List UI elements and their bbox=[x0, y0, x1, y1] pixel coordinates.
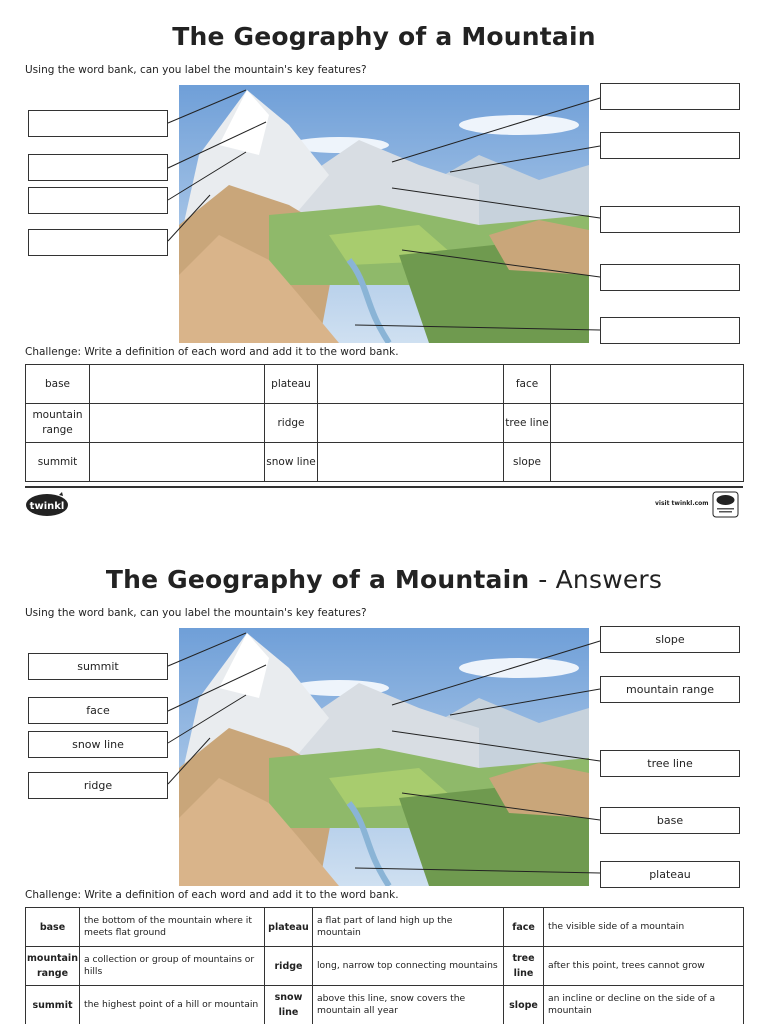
term-cell: summit bbox=[26, 986, 80, 1024]
term-cell: face bbox=[504, 908, 544, 947]
term-cell: snow line bbox=[265, 986, 313, 1024]
definition-cell: a collection or group of mountains or hills bbox=[80, 947, 265, 986]
answers-page bbox=[0, 543, 768, 1024]
term-cell: face bbox=[504, 365, 551, 404]
table-row bbox=[26, 908, 744, 947]
definition-cell[interactable] bbox=[551, 365, 744, 404]
definition-cell: an incline or decline on the side of a mountain bbox=[544, 986, 744, 1024]
label-plateau: plateau bbox=[600, 861, 740, 888]
mountain-illustration bbox=[179, 85, 589, 343]
definition-cell: long, narrow top connecting mountains bbox=[313, 947, 504, 986]
label-box[interactable] bbox=[600, 83, 740, 110]
mountain-scene bbox=[179, 628, 589, 886]
instruction-text: Using the word bank, can you label the mountain's key features? bbox=[25, 64, 367, 76]
term-cell: snow line bbox=[265, 443, 318, 482]
answers-title-main: The Geography of a Mountain bbox=[105, 565, 530, 594]
table-row bbox=[26, 443, 744, 482]
term-cell: ridge bbox=[265, 947, 313, 986]
label-box[interactable] bbox=[600, 206, 740, 233]
term-cell: plateau bbox=[265, 365, 318, 404]
term-cell: plateau bbox=[265, 908, 313, 947]
definition-cell: above this line, snow covers the mountain all year bbox=[313, 986, 504, 1024]
visit-link[interactable]: visit twinkl.com bbox=[655, 500, 709, 507]
label-box[interactable] bbox=[28, 154, 168, 181]
definition-cell: the bottom of the mountain where it meets flat ground bbox=[80, 908, 265, 947]
challenge-text: Challenge: Write a definition of each word and add it to the word bank. bbox=[25, 346, 399, 358]
label-ridge: ridge bbox=[28, 772, 168, 799]
table-row bbox=[26, 947, 744, 986]
term-cell: slope bbox=[504, 986, 544, 1024]
page-title: The Geography of a Mountain bbox=[172, 22, 596, 51]
label-box[interactable] bbox=[600, 264, 740, 291]
label-summit: summit bbox=[28, 653, 168, 680]
answers-title-suffix: - Answers bbox=[538, 565, 663, 594]
quality-badge-icon bbox=[712, 491, 739, 518]
definition-cell: the highest point of a hill or mountain bbox=[80, 986, 265, 1024]
definition-cell[interactable] bbox=[90, 443, 265, 482]
label-box[interactable] bbox=[28, 110, 168, 137]
term-cell: tree line bbox=[504, 947, 544, 986]
definition-cell: the visible side of a mountain bbox=[544, 908, 744, 947]
instruction-text: Using the word bank, can you label the mountain's key features? bbox=[25, 607, 367, 619]
label-snow-line: snow line bbox=[28, 731, 168, 758]
term-cell: mountain range bbox=[26, 947, 80, 986]
word-bank-table bbox=[25, 364, 744, 482]
label-box[interactable] bbox=[28, 229, 168, 256]
definition-cell[interactable] bbox=[90, 365, 265, 404]
label-tree-line: tree line bbox=[600, 750, 740, 777]
term-cell: base bbox=[26, 365, 90, 404]
definition-cell: a flat part of land high up the mountain bbox=[313, 908, 504, 947]
label-box[interactable] bbox=[600, 132, 740, 159]
answers-title bbox=[0, 565, 768, 594]
term-cell: base bbox=[26, 908, 80, 947]
table-row bbox=[26, 986, 744, 1024]
definition-cell: after this point, trees cannot grow bbox=[544, 947, 744, 986]
logo-text: twinkl bbox=[29, 501, 65, 512]
label-mountain-range: mountain range bbox=[600, 676, 740, 703]
mountain-scene bbox=[179, 85, 589, 343]
term-cell: summit bbox=[26, 443, 90, 482]
table-row bbox=[26, 404, 744, 443]
definition-cell[interactable] bbox=[551, 443, 744, 482]
definition-cell[interactable] bbox=[318, 404, 504, 443]
twinkl-logo-icon bbox=[25, 492, 69, 518]
definition-cell[interactable] bbox=[318, 443, 504, 482]
definition-cell[interactable] bbox=[318, 365, 504, 404]
label-base: base bbox=[600, 807, 740, 834]
term-cell: tree line bbox=[504, 404, 551, 443]
label-box[interactable] bbox=[28, 187, 168, 214]
mountain-illustration bbox=[179, 628, 589, 886]
definition-cell[interactable] bbox=[551, 404, 744, 443]
footer-rule bbox=[25, 486, 743, 488]
label-box[interactable] bbox=[600, 317, 740, 344]
term-cell: mountain range bbox=[26, 404, 90, 443]
label-slope: slope bbox=[600, 626, 740, 653]
table-row bbox=[26, 365, 744, 404]
term-cell: slope bbox=[504, 443, 551, 482]
term-cell: ridge bbox=[265, 404, 318, 443]
label-face: face bbox=[28, 697, 168, 724]
answers-word-bank-table bbox=[25, 907, 744, 1024]
definition-cell[interactable] bbox=[90, 404, 265, 443]
challenge-text: Challenge: Write a definition of each word and add it to the word bank. bbox=[25, 889, 399, 901]
